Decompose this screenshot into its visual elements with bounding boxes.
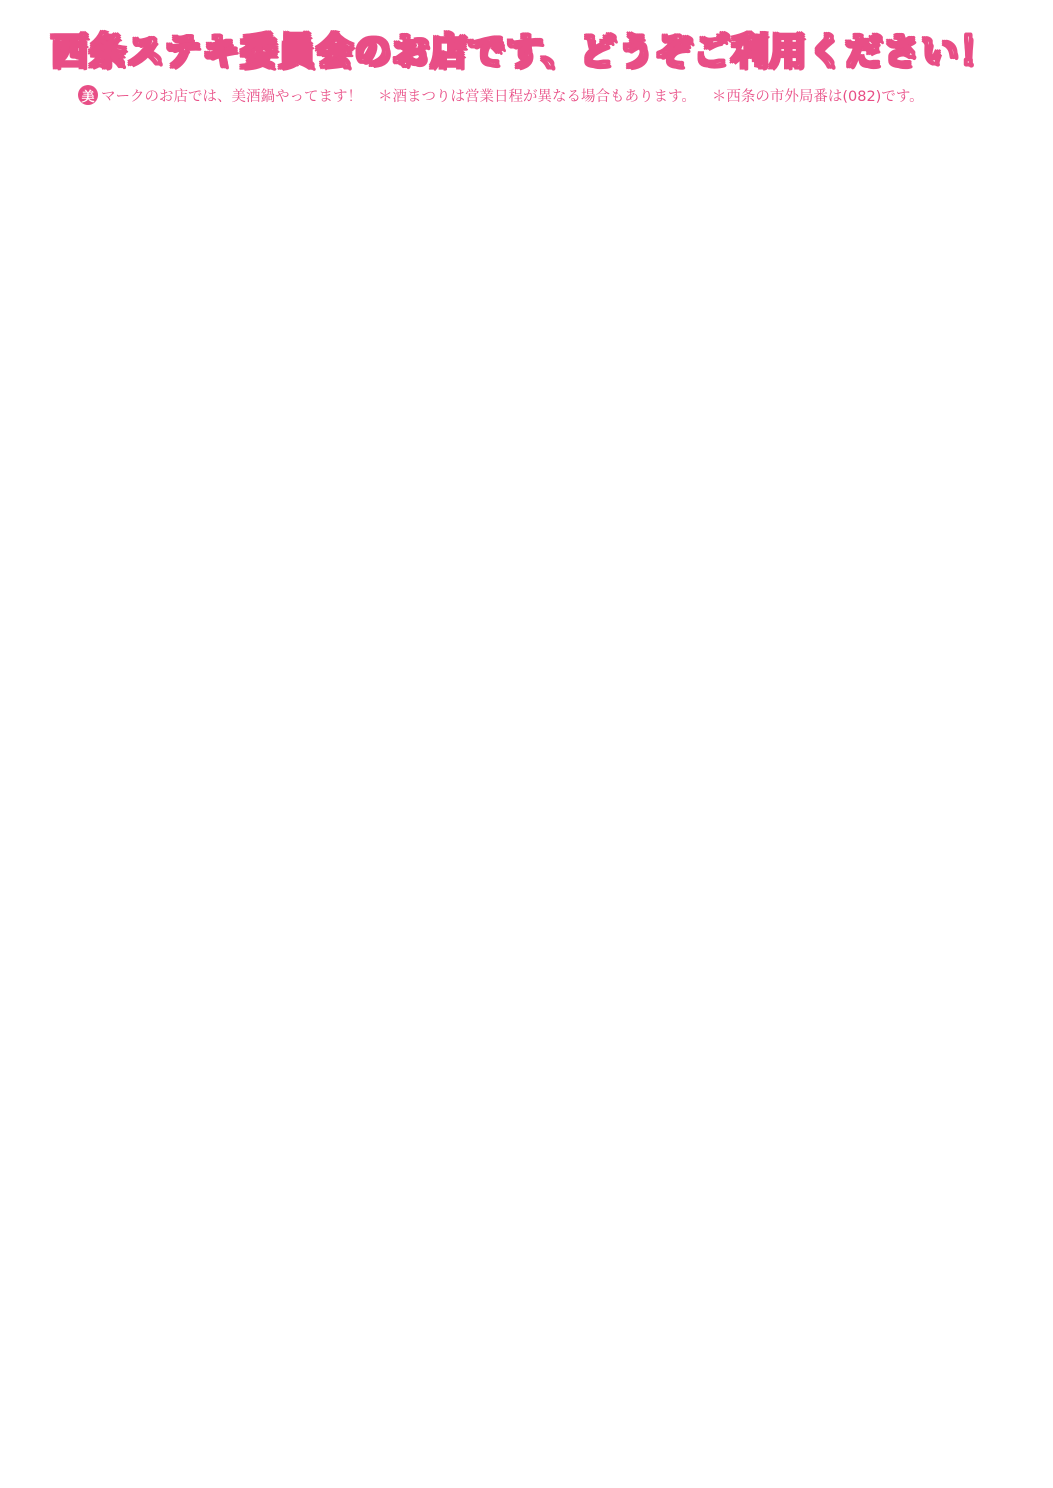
page-title: 西条ステキ委員会のお店です、どうぞご利用ください！	[50, 30, 998, 73]
schedule-notice: ＊酒まつりは営業日程が異なる場合もあります。	[378, 88, 696, 105]
page-header	[24, 18, 1024, 78]
bishunabe-notice: マークのお店では、美酒鍋やってます！	[101, 88, 362, 105]
bishunabe-mark-badge: 美	[78, 85, 98, 105]
area-code-notice: ＊西条の市外局番は(082)です。	[711, 88, 924, 105]
notice-line	[78, 84, 1033, 106]
